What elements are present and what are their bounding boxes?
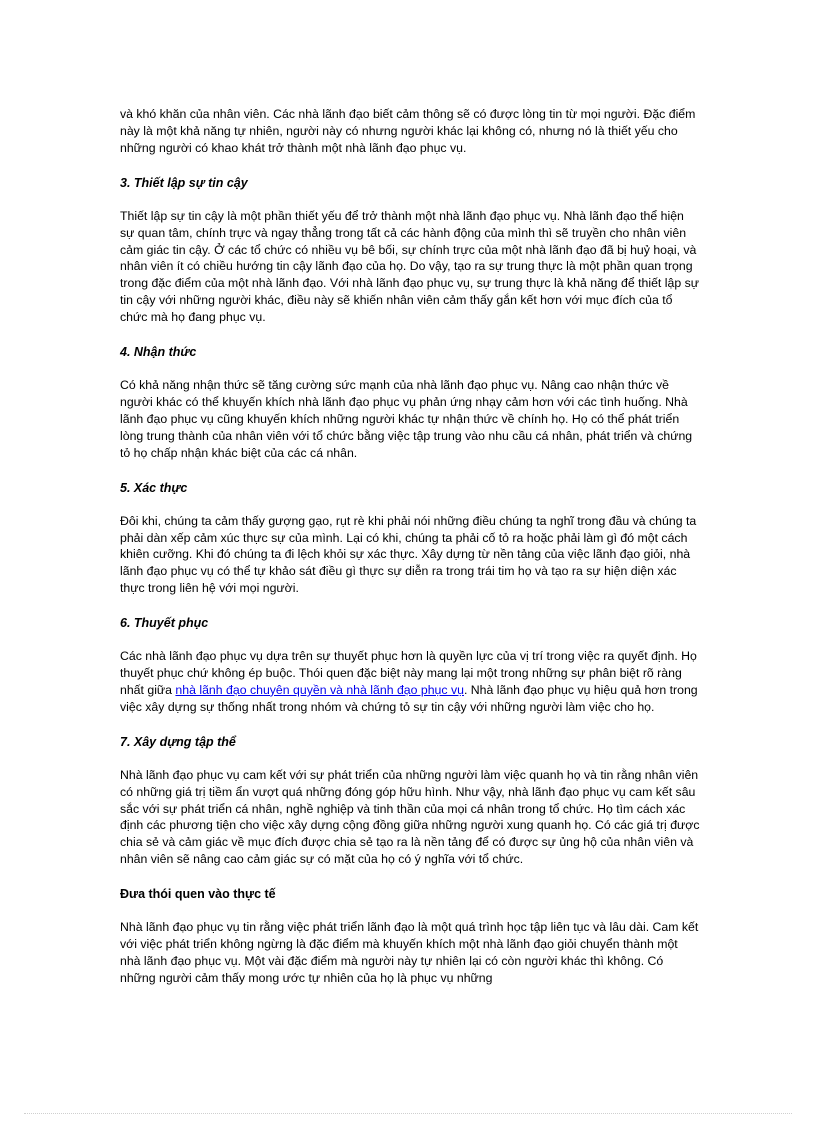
- persuasion-text-after: . Nhà lãnh đạo phục vụ hiệu quả hơn trong việc xây dựng sự thống nhất trong nhóm và chứng tỏ sự tin cậy với những người làm việc cho họ.: [120, 682, 698, 714]
- document-body: [120, 106, 700, 987]
- section-heading-awareness: 4. Nhận thức: [120, 345, 197, 360]
- autocratic-vs-servant-leader-link[interactable]: nhà lãnh đạo chuyên quyền và nhà lãnh đạo phục vụ: [175, 682, 464, 697]
- section-heading-authenticity: 5. Xác thực: [120, 480, 188, 495]
- section-heading-practice: Đưa thói quen vào thực tế: [120, 887, 276, 902]
- section-paragraph-community: Nhà lãnh đạo phục vụ cam kết với sự phát triển của những người làm việc quanh họ và tin rằng nhân viên có những giá trị tiềm ẩn vượt quá những đóng góp hữu hình. Như vậy, nhà lãnh đạo phục vụ cam kết sâu sắc với sự phát triển cá nhân, nghề nghiệp và tinh thần của mọi cá nhân trong tổ chức. Họ tìm cách xác định các phương tiện cho việc xây dựng cộng đồng giữa những người xung quanh họ. Có các giá trị được chia sẻ và cảm giác về mục đích được chia sẻ tạo ra là nền tảng để có được sự ủng hộ của nhân viên và nhân viên sẽ nâng cao cảm giác sự có mặt của họ có ý nghĩa với tổ chức.: [120, 767, 700, 867]
- intro-paragraph: và khó khăn của nhân viên. Các nhà lãnh đạo biết cảm thông sẽ có được lòng tin từ mọi người. Đặc điểm này là một khả năng tự nhiên, người này có nhưng người khác lại không có, nhưng nó là thiết yếu cho những người có khao khát trở thành một nhà lãnh đạo phục vụ.: [120, 107, 696, 155]
- page-bottom-divider: [24, 1113, 792, 1114]
- section-paragraph-persuasion: [120, 648, 700, 716]
- section-heading-community: 7. Xây dựng tập thể: [120, 734, 236, 749]
- section-paragraph-practice: Nhà lãnh đạo phục vụ tin rằng việc phát triển lãnh đạo là một quá trình học tập liên tục và lâu dài. Cam kết với việc phát triển không ngừng là đặc điểm mà khuyến khích một nhà lãnh đạo giỏi chuyển thành một nhà lãnh đạo phục vụ. Một vài đặc điểm mà người này tự nhiên lại có còn người khác thì không. Có những người cảm thấy mong ước tự nhiên của họ là phục vụ những: [120, 920, 699, 985]
- section-paragraph-awareness: Có khả năng nhận thức sẽ tăng cường sức mạnh của nhà lãnh đạo phục vụ. Nâng cao nhận thức về người khác có thể khuyến khích nhà lãnh đạo phục vụ phản ứng nhạy cảm hơn với các tình huống. Nhà lãnh đạo phục vụ cũng khuyến khích những người khác tự nhận thức về chính họ. Họ có thể phát triển lòng trung thành của nhân viên với tổ chức bằng việc tập trung vào nhu cầu cá nhân, phát triển và chứng tỏ họ chấp nhận khác biệt của các cá nhân.: [120, 378, 693, 460]
- section-paragraph-authenticity: Đôi khi, chúng ta cảm thấy gượng gạo, rụt rè khi phải nói những điều chúng ta nghĩ trong đầu và chúng ta phải dàn xếp cảm xúc thực sự của mình. Lại có khi, chúng ta phải cố tỏ ra hoặc phải làm gì đó một cách khiên cưỡng. Khi đó chúng ta đi lệch khỏi sự xác thực. Xây dựng từ nền tảng của việc lãnh đạo giỏi, nhà lãnh đạo phục vụ có thể tự khảo sát điều gì thực sự diễn ra trong trái tim họ và tạo ra sự hiện diện xác thực trong liên hệ với mọi người.: [120, 513, 697, 596]
- section-heading-trust: 3. Thiết lập sự tin cậy: [120, 175, 248, 190]
- section-heading-persuasion: 6. Thuyết phục: [120, 616, 209, 631]
- persuasion-text-before: Các nhà lãnh đạo phục vụ dựa trên sự thuyết phục hơn là quyền lực của vị trí trong việc ra quyết định. Họ thuyết phục chứ không ép buộc. Thói quen đặc biệt này mang lại một trong những sự phân biệt rõ ràng nhất giữa: [120, 649, 697, 697]
- section-paragraph-trust: Thiết lập sự tin cậy là một phần thiết yếu để trở thành một nhà lãnh đạo phục vụ. Nhà lãnh đạo thể hiện sự quan tâm, chính trực và ngay thẳng trong tất cả các hành động của mình thì sẽ truyền cho nhân viên cảm giác tin cậy. Ở các tổ chức có nhiều vụ bê bối, sự chính trực của một nhà lãnh đạo đã bị huỷ hoại, và nhân viên ít có chiều hướng tin cậy lãnh đạo của họ. Do vậy, tạo ra sự trung thực là một phần quan trọng trong đặc điểm của một nhà lãnh đạo. Với nhà lãnh đạo phục vụ, sự trung thực là khả năng để thiết lập sự tin cậy với những người khác, điều này sẽ khiến nhân viên cảm thấy gắn kết hơn với mục đích của tổ chức mà họ đang phục vụ.: [120, 208, 699, 325]
